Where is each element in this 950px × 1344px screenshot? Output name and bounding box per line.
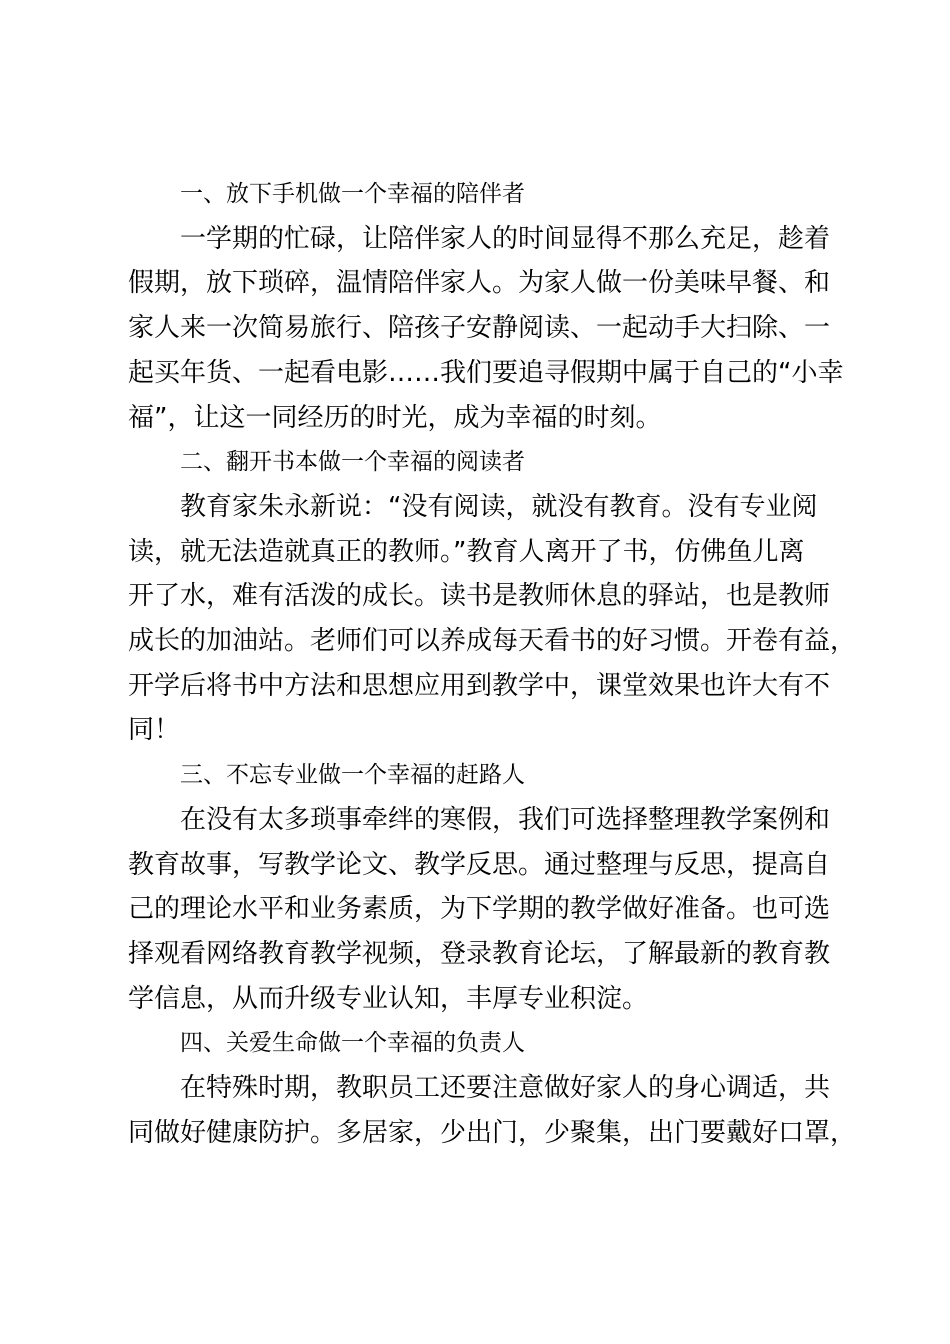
paragraph-line: 假期，放下琐碎，温情陪伴家人。为家人做一份美味早餐、和 [128,268,831,299]
section-heading: 一、放下手机做一个幸福的陪伴者 [180,181,525,207]
section-3 [128,753,854,1021]
section-heading: 三、不忘专业做一个幸福的赶路人 [180,762,525,789]
paragraph-line: 成长的加油站。老师们可以养成每天看书的好习惯。开卷有益， [128,626,857,657]
section-2 [128,440,857,753]
section-heading: 二、翻开书本做一个幸福的阅读者 [180,449,525,476]
paragraph-line: 同！ [128,715,181,746]
section-paragraph [128,217,854,441]
paragraph-line: 己的理论水平和业务素质，为下学期的教学做好准备。也可选 [128,894,831,925]
paragraph-line: 教育家朱永新说：“没有阅读，就没有教育。没有专业阅 [180,491,818,522]
section-4 [128,1021,857,1155]
paragraph-line: 同做好健康防护。多居家，少出门，少聚集，出门要戴好口罩， [128,1117,857,1148]
section-heading: 四、关爱生命做一个幸福的负责人 [180,1030,525,1057]
section-paragraph [128,1066,857,1155]
paragraph-line: 读，就无法造就真正的教师。”教育人离开了书，仿佛鱼儿离 [128,536,805,567]
section-1 [128,172,854,440]
paragraph-line: 在特殊时期，教职员工还要注意做好家人的身心调适，共 [180,1073,831,1104]
paragraph-line: 择观看网络教育教学视频，登录教育论坛，了解最新的教育教 [128,938,831,969]
paragraph-line: 在没有太多琐事牵绊的寒假，我们可选择整理教学案例和 [180,804,831,835]
paragraph-line: 学信息，从而升级专业认知，丰厚专业积淀。 [128,983,649,1014]
paragraph-line: 福”，让这一同经历的时光，成为幸福的时刻。 [128,402,662,433]
document-body [128,172,857,1155]
paragraph-line: 一学期的忙碌，让陪伴家人的时间显得不那么充足，趁着 [180,223,831,254]
paragraph-line: 起买年货、一起看电影……我们要追寻假期中属于自己的“小幸 [128,357,844,388]
paragraph-line: 家人来一次简易旅行、陪孩子安静阅读、一起动手大扫除、一 [128,313,831,344]
section-paragraph [128,798,854,1022]
paragraph-line: 开了水，难有活泼的成长。读书是教师休息的驿站，也是教师 [128,581,831,612]
section-paragraph [128,485,857,753]
paragraph-line: 教育故事，写教学论文、教学反思。通过整理与反思，提高自 [128,849,831,880]
paragraph-line: 开学后将书中方法和思想应用到教学中，课堂效果也许大有不 [128,670,831,701]
